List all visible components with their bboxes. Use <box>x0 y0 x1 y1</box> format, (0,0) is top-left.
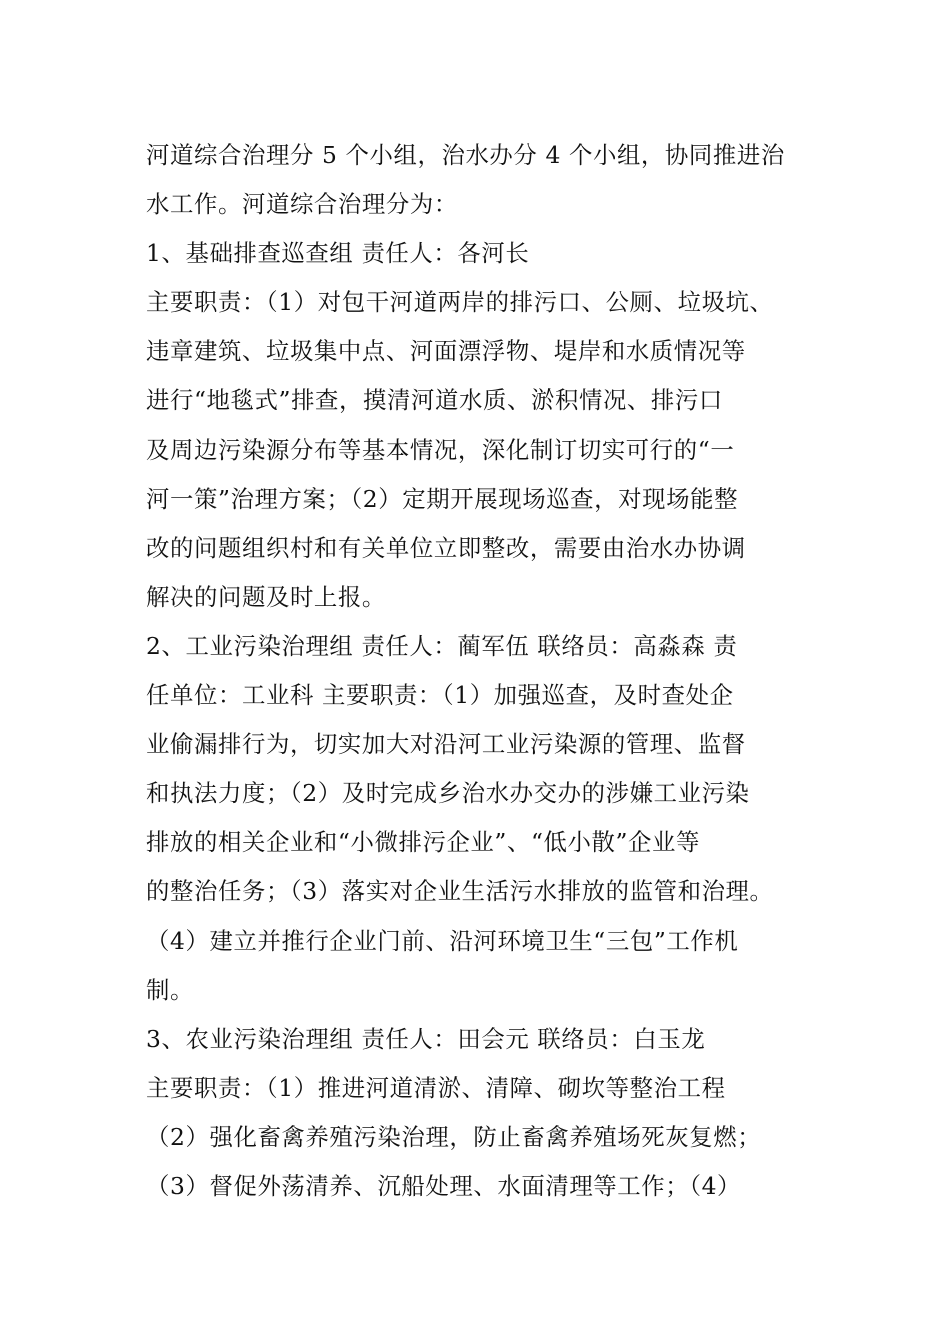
text-line: （2）强化畜禽养殖污染治理，防止畜禽养殖场死灰复燃； <box>146 1122 762 1151</box>
text-line: 主要职责：（1）推进河道清淤、清障、砌坎等整治工程 <box>146 1073 726 1102</box>
text-line: （4）建立并推行企业门前、沿河环境卫生“三包”工作机 <box>146 926 739 955</box>
text-line: 进行“地毯式”排查，摸清河道水质、淤积情况、排污口 <box>146 386 723 415</box>
text-line: 解决的问题及时上报。 <box>146 582 386 611</box>
text-line: （3）督促外荡清养、沉船处理、水面清理等工作；（4） <box>146 1171 742 1200</box>
text-line: 主要职责：（1）对包干河道两岸的排污口、公厕、垃圾坑、 <box>146 288 774 317</box>
text-line: 制。 <box>146 975 194 1004</box>
section-heading: 3、农业污染治理组 责任人：田会元 联络员：白玉龙 <box>146 1024 706 1053</box>
text-line: 河一策”治理方案；（2）定期开展现场巡查，对现场能整 <box>146 484 739 513</box>
text-line: 改的问题组织村和有关单位立即整改，需要由治水办协调 <box>146 533 746 562</box>
text-line: 和执法力度；（2）及时完成乡治水办交办的涉嫌工业污染 <box>146 779 750 808</box>
document-body <box>146 131 826 1211</box>
text-line: 的整治任务；（3）落实对企业生活污水排放的监管和治理。 <box>146 877 774 906</box>
section-heading: 2、工业污染治理组 责任人：蔺军伍 联络员：高淼森 责 <box>146 631 738 660</box>
text-line: 任单位：工业科 主要职责：（1）加强巡查，及时查处企 <box>146 681 734 710</box>
section-heading: 1、基础排查巡查组 责任人：各河长 <box>146 239 530 268</box>
text-line: 水工作。河道综合治理分为： <box>146 190 458 219</box>
text-line: 河道综合治理分 5 个小组，治水办分 4 个小组，协同推进治 <box>146 141 785 169</box>
text-line: 业偷漏排行为，切实加大对沿河工业污染源的管理、监督 <box>146 730 746 759</box>
text-line: 及周边污染源分布等基本情况，深化制订切实可行的“一 <box>146 435 735 464</box>
text-line: 违章建筑、垃圾集中点、河面漂浮物、堤岸和水质情况等 <box>146 337 746 366</box>
text-line: 排放的相关企业和“小微排污企业”、“低小散”企业等 <box>146 828 701 857</box>
